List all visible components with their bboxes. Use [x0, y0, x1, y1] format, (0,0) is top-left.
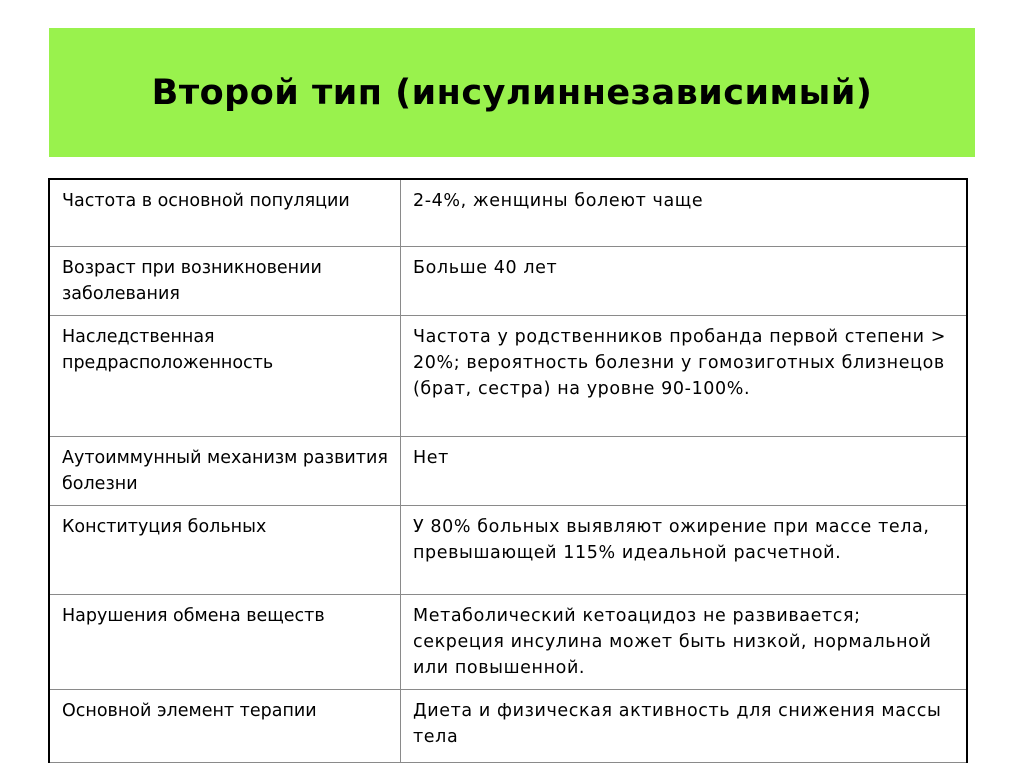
row-label: Нарушения обмена веществ — [49, 595, 401, 690]
row-label: Основной элемент терапии — [49, 690, 401, 763]
row-value: Диета и физическая активность для снижения массы тела — [401, 690, 968, 763]
table-row — [49, 506, 967, 595]
table-row — [49, 595, 967, 690]
slide-title: Второй тип (инсулиннезависимый) — [151, 72, 873, 113]
row-label: Частота в основной популяции — [49, 179, 401, 247]
row-label: Наследственная предрасположенность — [49, 316, 401, 437]
table-row — [49, 437, 967, 506]
title-banner — [49, 28, 975, 157]
table-row — [49, 316, 967, 437]
table-row — [49, 179, 967, 247]
table-row — [49, 690, 967, 763]
row-value: Нет — [401, 437, 968, 506]
row-label: Возраст при возникновении заболевания — [49, 247, 401, 316]
characteristics-table — [48, 178, 968, 763]
row-label: Конституция больных — [49, 506, 401, 595]
row-label: Аутоиммунный механизм развития болезни — [49, 437, 401, 506]
table-row — [49, 247, 967, 316]
row-value: 2-4%, женщины болеют чаще — [401, 179, 968, 247]
row-value: Больше 40 лет — [401, 247, 968, 316]
row-value: Частота у родственников пробанда первой степени > 20%; вероятность болезни у гомозиготных близнецов (брат, сестра) на уровне 90-100%. — [401, 316, 968, 437]
row-value: У 80% больных выявляют ожирение при массе тела, превышающей 115% идеальной расчетной. — [401, 506, 968, 595]
row-value: Метаболический кетоацидоз не развивается; секреция инсулина может быть низкой, нормальной или повышенной. — [401, 595, 968, 690]
